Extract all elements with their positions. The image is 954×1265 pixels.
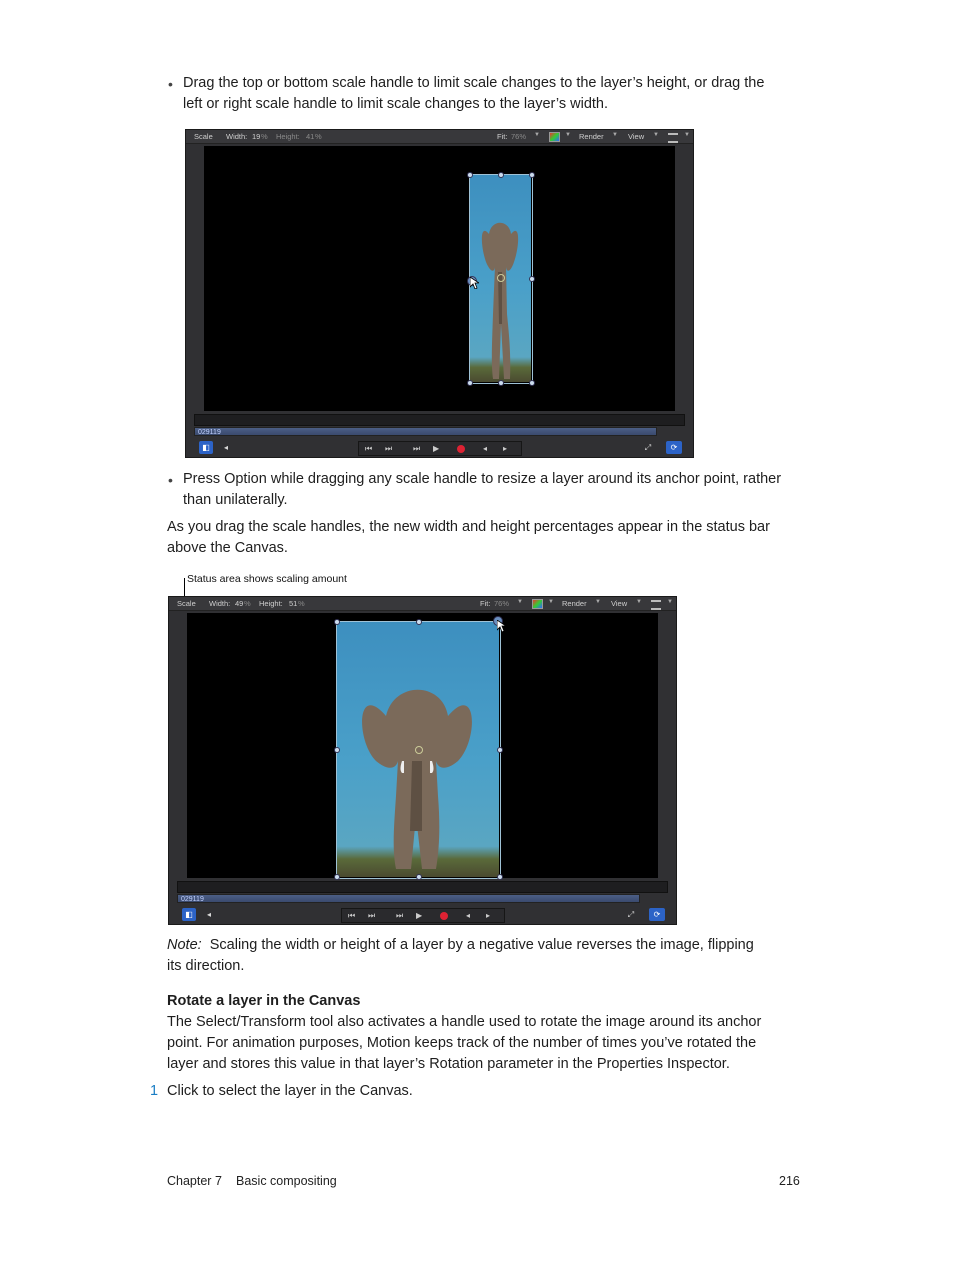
scale-handle-top[interactable] xyxy=(416,619,422,625)
channels-dropdown-icon[interactable]: ▼ xyxy=(565,132,571,138)
loop-icon[interactable]: ⟳ xyxy=(666,441,682,454)
render-dropdown-icon[interactable]: ▼ xyxy=(612,132,618,138)
transport-controls xyxy=(341,908,505,923)
page-number: 216 xyxy=(779,1174,800,1188)
channels-dropdown-icon[interactable]: ▼ xyxy=(548,599,554,605)
fit-label[interactable]: Fit: xyxy=(480,599,491,608)
record-icon[interactable] xyxy=(440,909,448,922)
status-tool: Scale xyxy=(177,599,196,608)
step-forward-icon[interactable]: ⏭ xyxy=(413,444,421,453)
overlay-menu-icon[interactable] xyxy=(651,600,661,610)
fullscreen-icon[interactable]: ⤢ xyxy=(627,910,635,919)
callout-leader xyxy=(184,578,185,598)
bullet-marker: • xyxy=(168,472,173,488)
overlay-dropdown-icon[interactable]: ▼ xyxy=(667,599,673,605)
mini-timeline[interactable] xyxy=(177,881,668,893)
status-width-label: Width: xyxy=(209,599,231,608)
step-text: Click to select the layer in the Canvas. xyxy=(167,1083,413,1099)
status-width-value: 49 xyxy=(235,599,244,608)
section-line2: point. For animation purposes, Motion keeps track of the number of times you’ve rotated the xyxy=(167,1035,757,1051)
fit-value[interactable]: 76% xyxy=(494,599,510,608)
anchor-point[interactable] xyxy=(415,746,423,754)
go-to-start-icon[interactable]: ⏮ xyxy=(348,911,356,920)
scale-handle-bottom[interactable] xyxy=(498,380,504,386)
scale-handle-left[interactable] xyxy=(334,747,340,753)
scale-handle-right[interactable] xyxy=(529,276,535,282)
note-text: Scaling the width or height of a layer by a negative value reverses the image, flipping xyxy=(209,937,754,953)
step-number: 1 xyxy=(150,1083,159,1099)
next-keyframe-icon[interactable]: ▸ xyxy=(503,444,508,453)
step-back-icon[interactable]: ⏭ xyxy=(385,444,393,453)
step-forward-icon[interactable]: ⏭ xyxy=(396,911,404,920)
previous-keyframe-icon[interactable]: ◂ xyxy=(466,911,471,920)
anchor-point[interactable] xyxy=(497,274,505,282)
scale-handle-top-right[interactable] xyxy=(529,172,535,178)
fit-label[interactable]: Fit: xyxy=(497,132,508,141)
timecode-display-icon[interactable]: ◧ xyxy=(199,441,213,454)
bullet1-line2: left or right scale handle to limit scale changes to the layer’s width. xyxy=(183,96,609,112)
render-menu[interactable]: Render xyxy=(579,132,604,141)
transport-controls xyxy=(358,441,522,456)
status-height-value: 41 xyxy=(306,132,315,141)
status-height-unit: % xyxy=(298,599,305,608)
note-label: Note: xyxy=(167,937,202,953)
status-width-unit: % xyxy=(244,599,251,608)
view-menu[interactable]: View xyxy=(611,599,628,608)
status-bar xyxy=(169,597,676,611)
render-dropdown-icon[interactable]: ▼ xyxy=(595,599,601,605)
loop-icon[interactable]: ⟳ xyxy=(649,908,665,921)
scale-handle-right[interactable] xyxy=(497,747,503,753)
overlay-dropdown-icon[interactable]: ▼ xyxy=(684,132,690,138)
timecode-display-icon[interactable]: ◧ xyxy=(182,908,196,921)
timecode-bar[interactable]: 029119 xyxy=(194,427,657,436)
scale-handle-top-left[interactable] xyxy=(334,619,340,625)
status-height-value: 51 xyxy=(289,599,298,608)
color-channels-icon[interactable] xyxy=(532,599,543,609)
section-line3: layer and stores this value in that layer’s Rotation parameter in the Properties Inspector. xyxy=(167,1056,730,1072)
view-dropdown-icon[interactable]: ▼ xyxy=(636,599,642,605)
note-line2: its direction. xyxy=(167,958,245,974)
status-height-unit: % xyxy=(315,132,322,141)
bullet2-line1: Press Option while dragging any scale handle to resize a layer around its anchor point, rather xyxy=(183,471,782,487)
callout-text: Status area shows scaling amount xyxy=(187,573,347,585)
render-menu[interactable]: Render xyxy=(562,599,587,608)
status-tool: Scale xyxy=(194,132,213,141)
cursor-icon xyxy=(497,620,506,632)
status-bar xyxy=(186,130,693,144)
canvas-screenshot-2 xyxy=(168,596,677,925)
note-line1 xyxy=(167,935,754,956)
play-icon[interactable]: ▶ xyxy=(433,444,440,453)
scale-handle-top[interactable] xyxy=(498,172,504,178)
audio-icon[interactable]: ◂ xyxy=(223,443,228,452)
scale-handle-bottom-left[interactable] xyxy=(334,874,340,880)
record-icon[interactable] xyxy=(457,442,465,455)
scale-handle-top-left[interactable] xyxy=(467,172,473,178)
step-back-icon[interactable]: ⏭ xyxy=(368,911,376,920)
view-menu[interactable]: View xyxy=(628,132,645,141)
mini-timeline[interactable] xyxy=(194,414,685,426)
footer-chapter-title[interactable]: Basic compositing xyxy=(236,1174,337,1188)
fit-dropdown-icon[interactable]: ▼ xyxy=(517,599,523,605)
status-width-value: 19 xyxy=(252,132,261,141)
para1-line1: As you drag the scale handles, the new width and height percentages appear in the status bar xyxy=(167,519,770,535)
bullet1-line1: Drag the top or bottom scale handle to limit scale changes to the layer’s height, or drag the xyxy=(183,75,765,91)
view-dropdown-icon[interactable]: ▼ xyxy=(653,132,659,138)
overlay-menu-icon[interactable] xyxy=(668,133,678,143)
bullet2-line2: than unilaterally. xyxy=(183,492,288,508)
next-keyframe-icon[interactable]: ▸ xyxy=(486,911,491,920)
section-line1: The Select/Transform tool also activates a handle used to rotate the image around its anchor xyxy=(167,1014,762,1030)
audio-icon[interactable]: ◂ xyxy=(206,910,211,919)
go-to-start-icon[interactable]: ⏮ xyxy=(365,444,373,453)
scale-handle-bottom-left[interactable] xyxy=(467,380,473,386)
fit-value[interactable]: 76% xyxy=(511,132,527,141)
scale-handle-bottom-right[interactable] xyxy=(497,874,503,880)
para1-line2: above the Canvas. xyxy=(167,540,288,556)
canvas-viewport[interactable] xyxy=(204,146,675,411)
cursor-icon xyxy=(470,277,479,289)
scale-handle-bottom-right[interactable] xyxy=(529,380,535,386)
bullet-marker: • xyxy=(168,76,173,92)
section-heading: Rotate a layer in the Canvas xyxy=(167,993,361,1009)
status-width-unit: % xyxy=(261,132,268,141)
timecode-bar[interactable]: 029119 xyxy=(177,894,640,903)
status-width-label: Width: xyxy=(226,132,248,141)
fit-dropdown-icon[interactable]: ▼ xyxy=(534,132,540,138)
play-icon[interactable]: ▶ xyxy=(416,911,423,920)
status-height-label: Height: xyxy=(276,132,300,141)
color-channels-icon[interactable] xyxy=(549,132,560,142)
status-height-label: Height: xyxy=(259,599,283,608)
footer-chapter: Chapter 7 xyxy=(167,1174,222,1188)
canvas-viewport[interactable] xyxy=(187,613,658,878)
canvas-screenshot-1 xyxy=(185,129,694,458)
scale-handle-bottom[interactable] xyxy=(416,874,422,880)
fullscreen-icon[interactable]: ⤢ xyxy=(644,443,652,452)
previous-keyframe-icon[interactable]: ◂ xyxy=(483,444,488,453)
